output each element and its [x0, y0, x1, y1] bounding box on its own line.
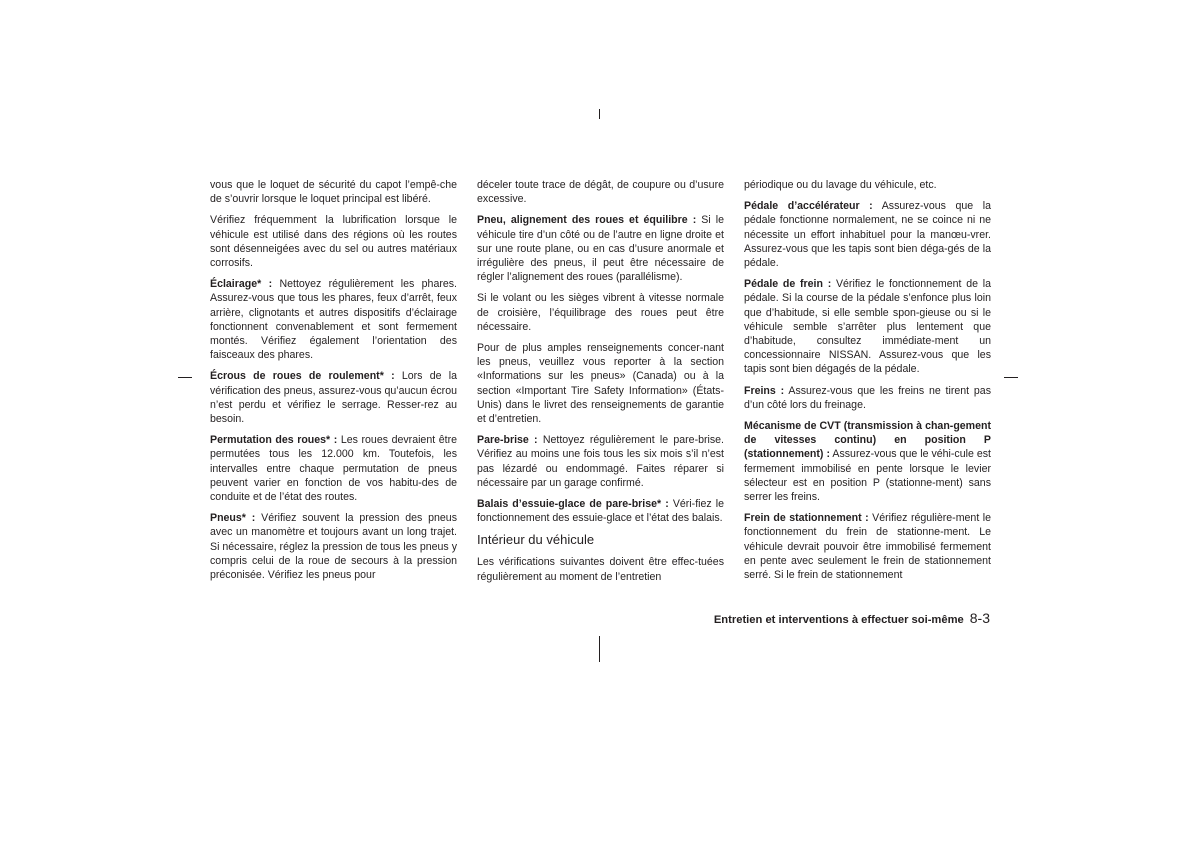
paragraph-alignement: Pneu, alignement des roues et équilibre : Si le véhicule tire d’un côté ou de l’autre en ligne droite et sur une route plane, ou en cas d’usure anormale et irrégulière des pneus, il peut être nécessaire de régler l’alignement des roues (parallélisme).: [477, 214, 724, 284]
paragraph-pedale-frein: Pédale de frein : Vérifiez le fonctionnement de la pédale. Si la course de la pédale s’enfonce plus loin que d’habitude, si elle semble spon-gieuse ou si le véhicule semble s’arrêter plus lentement que d’habitude, consultez immédiate-ment un concessionnaire NISSAN. Assurez-vous que les tapis sont bien dégagés de la pédale.: [744, 278, 991, 376]
text-column-3: [744, 178, 991, 589]
paragraph: déceler toute trace de dégât, de coupure ou d’usure excessive.: [477, 179, 724, 206]
page-footer: [714, 610, 990, 626]
text-column-1: [210, 178, 457, 589]
paragraph-eclairage: Éclairage* : Nettoyez régulièrement les phares. Assurez-vous que tous les phares, feux d’arrêt, feux arrière, clignotants et autres dispositifs d’éclairage fonctionnent convenablement et sont fermement montés. Vérifiez également l’orientation des faisceaux des phares.: [210, 278, 457, 362]
paragraph: vous que le loquet de sécurité du capot l’empê-che de s’ouvrir lorsque le loquet principal est libéré.: [210, 179, 457, 206]
crop-mark-right: [1004, 377, 1018, 378]
paragraph-accelerateur: Pédale d’accélérateur : Assurez-vous que la pédale fonctionne normalement, ne se coince ni ne nécessite un effort inhabituel pour la manœu-vrer. Assurez-vous que les tapis sont bien déga-gés de la pédale.: [744, 200, 991, 270]
paragraph-cvt: Mécanisme de CVT (transmission à chan-gement de vitesses continu) en position P (stationnement) : Assurez-vous que le véhi-cule est fermement immobilisé en pente lorsque le levier sélecteur est en position P (stationne-ment) sans serrer les freins.: [744, 420, 991, 504]
paragraph: Les vérifications suivantes doivent être effec-tuées régulièrement au moment de l’entretien: [477, 556, 724, 583]
text-column-2: [477, 178, 724, 591]
paragraph: Pour de plus amples renseignements concer-nant les pneus, veuillez vous reporter à la section «Informations sur les pneus» (Canada) ou à la section «Important Tire Safety Information» (États-Unis) dans le livret des renseignements de garantie et d’entretien.: [477, 342, 724, 426]
crop-mark-top: [599, 109, 600, 119]
paragraph: périodique ou du lavage du véhicule, etc.: [744, 179, 937, 191]
paragraph-pare-brise: Pare-brise : Nettoyez régulièrement le pare-brise. Vérifiez au moins une fois tous les six mois s’il n’est pas lézardé ou endommagé. Faites réparer si nécessaire par un garage confirmé.: [477, 434, 725, 489]
paragraph: Vérifiez fréquemment la lubrification lorsque le véhicule est utilisé dans des régions où les routes sont désenneigées avec du sel ou autres matériaux corrosifs.: [210, 214, 457, 270]
paragraph-ecrous: Écrous de roues de roulement* : Lors de la vérification des pneus, assurez-vous qu’aucun écrou n’est perdu et vérifiez le serrage. Resser-rez au besoin.: [210, 370, 457, 426]
section-subheading: Intérieur du véhicule: [477, 532, 595, 548]
paragraph-permutation: Permutation des roues* : Les roues devraient être permutées tous les 12.000 km. Toutefois, les intervalles entre chaque permutation de pneus peuvent varier en fonction de vos habitu-des de conduite et de l’état des routes.: [210, 434, 457, 504]
paragraph-pneus: Pneus* : Vérifiez souvent la pression des pneus avec un manomètre et toujours avant un long trajet. Si nécessaire, réglez la pression de tous les pneus y compris celui de la roue de secours à la pression préconisée. Vérifiez les pneus pour: [210, 512, 458, 582]
page-number: 8-3: [969, 610, 990, 626]
paragraph-freins: Freins : Assurez-vous que les freins ne tirent pas d’un côté lors du freinage.: [744, 384, 991, 411]
paragraph: Si le volant ou les sièges vibrent à vitesse normale de croisière, l’équilibrage des roues peut être nécessaire.: [477, 292, 724, 333]
paragraph-frein-stationnement: Frein de stationnement : Vérifiez régulière-ment le fonctionnement du frein de stationne-ment. Le véhicule devrait pouvoir être immobilisé fermement en pente avec seulement le frein de stationnement serré. Si le frein de stationnement: [744, 512, 991, 582]
paragraph-balais: Balais d’essuie-glace de pare-brise* : Véri-fiez le fonctionnement des essuie-glace et l’état des balais.: [477, 498, 724, 525]
crop-mark-left: [178, 377, 192, 378]
footer-section-title: Entretien et interventions à effectuer soi-même: [713, 614, 964, 626]
crop-mark-bottom: [599, 636, 600, 662]
